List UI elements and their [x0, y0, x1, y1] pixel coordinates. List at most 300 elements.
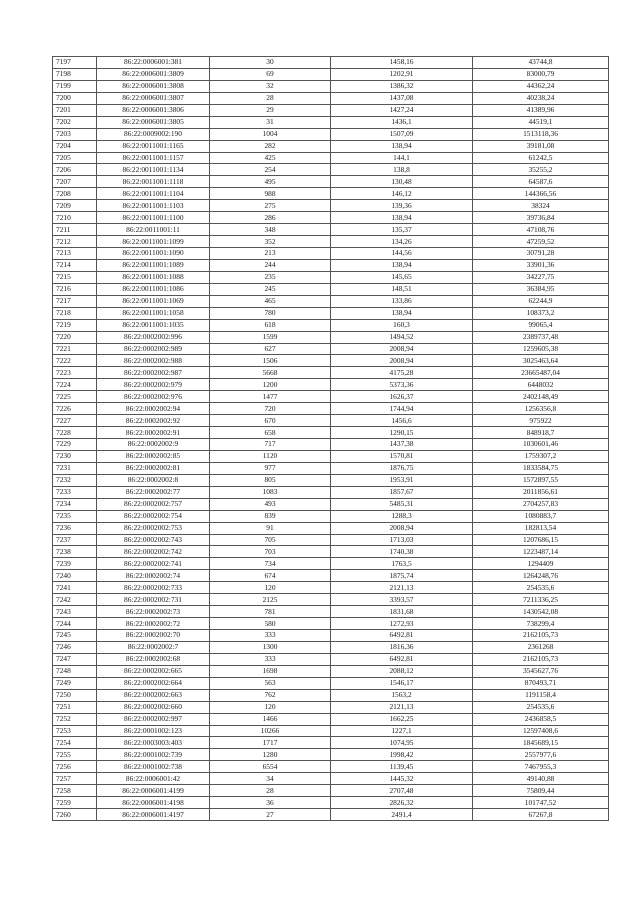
table-row — [53, 534, 609, 546]
row-number-cell: 7219 — [53, 319, 97, 331]
cadastral-number-cell: 86:22:0006001:3807 — [97, 92, 210, 104]
row-number-cell: 7198 — [53, 68, 97, 80]
unit-value-cell: 1626,37 — [331, 391, 473, 403]
row-number-cell: 7237 — [53, 534, 97, 546]
area-cell: 333 — [210, 653, 331, 665]
unit-value-cell: 1494,52 — [331, 331, 473, 343]
unit-value-cell: 1436,1 — [331, 116, 473, 128]
table-row — [53, 713, 609, 725]
unit-value-cell: 138,94 — [331, 259, 473, 271]
table-row — [53, 307, 609, 319]
table-row — [53, 236, 609, 248]
cadastral-number-cell: 86:22:0002002:68 — [97, 653, 210, 665]
area-cell: 1477 — [210, 391, 331, 403]
area-cell: 5668 — [210, 367, 331, 379]
area-cell: 580 — [210, 618, 331, 630]
cadastral-number-cell: 86:22:0002002:73 — [97, 606, 210, 618]
area-cell: 29 — [210, 104, 331, 116]
area-cell: 493 — [210, 498, 331, 510]
area-cell: 563 — [210, 677, 331, 689]
cadastral-value-cell: 1759307,2 — [473, 450, 609, 462]
cadastral-value-cell: 1080883,7 — [473, 510, 609, 522]
table-row — [53, 367, 609, 379]
row-number-cell: 7253 — [53, 725, 97, 737]
unit-value-cell: 1876,75 — [331, 462, 473, 474]
cadastral-value-cell: 43744,8 — [473, 57, 609, 69]
cadastral-number-cell: 86:22:0006001:381 — [97, 57, 210, 69]
cadastral-number-cell: 86:22:0011001:1104 — [97, 188, 210, 200]
unit-value-cell: 144,1 — [331, 152, 473, 164]
table-row — [53, 474, 609, 486]
unit-value-cell: 138,8 — [331, 164, 473, 176]
unit-value-cell: 1744,94 — [331, 403, 473, 415]
cadastral-value-cell: 1845689,15 — [473, 737, 609, 749]
cadastral-number-cell: 86:22:0002002:997 — [97, 713, 210, 725]
cadastral-number-cell: 86:22:0002002:988 — [97, 355, 210, 367]
cadastral-value-cell: 36384,95 — [473, 283, 609, 295]
unit-value-cell: 1546,17 — [331, 677, 473, 689]
table-row — [53, 725, 609, 737]
table-row — [53, 618, 609, 630]
unit-value-cell: 5485,31 — [331, 498, 473, 510]
area-cell: 1120 — [210, 450, 331, 462]
row-number-cell: 7252 — [53, 713, 97, 725]
unit-value-cell: 1445,32 — [331, 773, 473, 785]
table-row — [53, 224, 609, 236]
row-number-cell: 7231 — [53, 462, 97, 474]
cadastral-value-cell: 64587,6 — [473, 176, 609, 188]
cadastral-number-cell: 86:22:0011001:1165 — [97, 140, 210, 152]
row-number-cell: 7235 — [53, 510, 97, 522]
unit-value-cell: 4175,28 — [331, 367, 473, 379]
row-number-cell: 7203 — [53, 128, 97, 140]
table-row — [53, 212, 609, 224]
unit-value-cell: 1998,42 — [331, 749, 473, 761]
row-number-cell: 7204 — [53, 140, 97, 152]
cadastral-number-cell: 86:22:0006001:4197 — [97, 809, 210, 821]
table-row — [53, 379, 609, 391]
cadastral-number-cell: 86:22:0011001:1134 — [97, 164, 210, 176]
cadastral-number-cell: 86:22:0002002:979 — [97, 379, 210, 391]
cadastral-value-table — [52, 56, 609, 821]
unit-value-cell: 2008,94 — [331, 522, 473, 534]
area-cell: 348 — [210, 224, 331, 236]
row-number-cell: 7254 — [53, 737, 97, 749]
cadastral-number-cell: 86:22:0011001:1069 — [97, 295, 210, 307]
cadastral-number-cell: 86:22:0011001:1089 — [97, 259, 210, 271]
cadastral-number-cell: 86:22:0002002:741 — [97, 558, 210, 570]
unit-value-cell: 1437,38 — [331, 439, 473, 451]
cadastral-value-cell: 41389,96 — [473, 104, 609, 116]
cadastral-value-cell: 67267,8 — [473, 809, 609, 821]
cadastral-value-cell: 2436858,5 — [473, 713, 609, 725]
row-number-cell: 7212 — [53, 236, 97, 248]
row-number-cell: 7236 — [53, 522, 97, 534]
row-number-cell: 7221 — [53, 343, 97, 355]
cadastral-number-cell: 86:22:0011001:11 — [97, 224, 210, 236]
table-row — [53, 176, 609, 188]
cadastral-value-cell: 2389737,48 — [473, 331, 609, 343]
cadastral-value-cell: 738299,4 — [473, 618, 609, 630]
table-row — [53, 68, 609, 80]
area-cell: 781 — [210, 606, 331, 618]
unit-value-cell: 138,94 — [331, 140, 473, 152]
area-cell: 10266 — [210, 725, 331, 737]
row-number-cell: 7241 — [53, 582, 97, 594]
area-cell: 275 — [210, 200, 331, 212]
table-row — [53, 606, 609, 618]
row-number-cell: 7220 — [53, 331, 97, 343]
table-row — [53, 594, 609, 606]
row-number-cell: 7224 — [53, 379, 97, 391]
area-cell: 1599 — [210, 331, 331, 343]
cadastral-number-cell: 86:22:0011001:1100 — [97, 212, 210, 224]
unit-value-cell: 2088,12 — [331, 665, 473, 677]
unit-value-cell: 1288,3 — [331, 510, 473, 522]
area-cell: 91 — [210, 522, 331, 534]
table-row — [53, 737, 609, 749]
area-cell: 30 — [210, 57, 331, 69]
cadastral-number-cell: 86:22:0002002:7 — [97, 641, 210, 653]
row-number-cell: 7222 — [53, 355, 97, 367]
area-cell: 734 — [210, 558, 331, 570]
cadastral-value-cell: 23665487,04 — [473, 367, 609, 379]
row-number-cell: 7251 — [53, 701, 97, 713]
row-number-cell: 7243 — [53, 606, 97, 618]
cadastral-value-cell: 101747,52 — [473, 797, 609, 809]
cadastral-number-cell: 86:22:0002002:92 — [97, 415, 210, 427]
row-number-cell: 7240 — [53, 570, 97, 582]
cadastral-number-cell: 86:22:0006001:42 — [97, 773, 210, 785]
cadastral-value-cell: 75809,44 — [473, 785, 609, 797]
cadastral-number-cell: 86:22:0002002:989 — [97, 343, 210, 355]
unit-value-cell: 134,26 — [331, 236, 473, 248]
cadastral-number-cell: 86:22:0002002:663 — [97, 689, 210, 701]
unit-value-cell: 1953,91 — [331, 474, 473, 486]
area-cell: 34 — [210, 773, 331, 785]
row-number-cell: 7223 — [53, 367, 97, 379]
table-row — [53, 439, 609, 451]
cadastral-value-cell: 7211336,25 — [473, 594, 609, 606]
cadastral-value-cell: 38324 — [473, 200, 609, 212]
cadastral-value-cell: 1513118,36 — [473, 128, 609, 140]
cadastral-value-cell: 40238,24 — [473, 92, 609, 104]
unit-value-cell: 1437,08 — [331, 92, 473, 104]
unit-value-cell: 1563,2 — [331, 689, 473, 701]
area-cell: 69 — [210, 68, 331, 80]
area-cell: 27 — [210, 809, 331, 821]
cadastral-value-cell: 49140,88 — [473, 773, 609, 785]
cadastral-number-cell: 86:22:0002002:757 — [97, 498, 210, 510]
table-row — [53, 140, 609, 152]
cadastral-value-cell: 34227,75 — [473, 271, 609, 283]
cadastral-number-cell: 86:22:0002002:9 — [97, 439, 210, 451]
table-row — [53, 665, 609, 677]
row-number-cell: 7216 — [53, 283, 97, 295]
row-number-cell: 7227 — [53, 415, 97, 427]
cadastral-value-cell: 1294409 — [473, 558, 609, 570]
area-cell: 977 — [210, 462, 331, 474]
cadastral-number-cell: 86:22:0006001:3805 — [97, 116, 210, 128]
unit-value-cell: 5373,36 — [331, 379, 473, 391]
table-row — [53, 486, 609, 498]
table-row — [53, 164, 609, 176]
table-row — [53, 498, 609, 510]
table-row — [53, 797, 609, 809]
cadastral-value-cell: 108373,2 — [473, 307, 609, 319]
cadastral-value-cell: 47259,52 — [473, 236, 609, 248]
unit-value-cell: 145,65 — [331, 271, 473, 283]
cadastral-number-cell: 86:22:0002002:996 — [97, 331, 210, 343]
unit-value-cell: 1227,1 — [331, 725, 473, 737]
cadastral-number-cell: 86:22:0002002:733 — [97, 582, 210, 594]
cadastral-number-cell: 86:22:0011001:1099 — [97, 236, 210, 248]
area-cell: 618 — [210, 319, 331, 331]
area-cell: 1717 — [210, 737, 331, 749]
unit-value-cell: 1202,91 — [331, 68, 473, 80]
cadastral-value-cell: 1264248,76 — [473, 570, 609, 582]
table-row — [53, 331, 609, 343]
table-row — [53, 546, 609, 558]
cadastral-value-cell: 2162105,73 — [473, 630, 609, 642]
cadastral-value-cell: 39736,84 — [473, 212, 609, 224]
row-number-cell: 7210 — [53, 212, 97, 224]
cadastral-value-cell: 870493,71 — [473, 677, 609, 689]
row-number-cell: 7257 — [53, 773, 97, 785]
area-cell: 31 — [210, 116, 331, 128]
area-cell: 120 — [210, 701, 331, 713]
table-row — [53, 128, 609, 140]
row-number-cell: 7197 — [53, 57, 97, 69]
area-cell: 674 — [210, 570, 331, 582]
cadastral-value-cell: 1572897,55 — [473, 474, 609, 486]
area-cell: 1200 — [210, 379, 331, 391]
unit-value-cell: 139,36 — [331, 200, 473, 212]
cadastral-number-cell: 86:22:0002002:731 — [97, 594, 210, 606]
cadastral-number-cell: 86:22:0002002:987 — [97, 367, 210, 379]
row-number-cell: 7214 — [53, 259, 97, 271]
row-number-cell: 7248 — [53, 665, 97, 677]
cadastral-value-cell: 99065,4 — [473, 319, 609, 331]
area-cell: 1300 — [210, 641, 331, 653]
row-number-cell: 7199 — [53, 80, 97, 92]
area-cell: 1280 — [210, 749, 331, 761]
cadastral-value-cell: 1223487,14 — [473, 546, 609, 558]
row-number-cell: 7245 — [53, 630, 97, 642]
unit-value-cell: 2008,94 — [331, 343, 473, 355]
table-row — [53, 677, 609, 689]
row-number-cell: 7242 — [53, 594, 97, 606]
table-row — [53, 558, 609, 570]
row-number-cell: 7244 — [53, 618, 97, 630]
unit-value-cell: 1427,24 — [331, 104, 473, 116]
unit-value-cell: 1074,95 — [331, 737, 473, 749]
cadastral-value-cell: 83000,79 — [473, 68, 609, 80]
cadastral-number-cell: 86:22:0002002:660 — [97, 701, 210, 713]
cadastral-value-cell: 254535,6 — [473, 582, 609, 594]
row-number-cell: 7260 — [53, 809, 97, 821]
cadastral-number-cell: 86:22:0002002:753 — [97, 522, 210, 534]
table-row — [53, 200, 609, 212]
cadastral-value-cell: 12597408,6 — [473, 725, 609, 737]
table-row — [53, 92, 609, 104]
unit-value-cell: 1456,6 — [331, 415, 473, 427]
row-number-cell: 7206 — [53, 164, 97, 176]
area-cell: 703 — [210, 546, 331, 558]
area-cell: 495 — [210, 176, 331, 188]
cadastral-number-cell: 86:22:0001002:738 — [97, 761, 210, 773]
area-cell: 839 — [210, 510, 331, 522]
area-cell: 1466 — [210, 713, 331, 725]
area-cell: 213 — [210, 248, 331, 260]
area-cell: 2125 — [210, 594, 331, 606]
row-number-cell: 7229 — [53, 439, 97, 451]
cadastral-value-cell: 182813,54 — [473, 522, 609, 534]
row-number-cell: 7256 — [53, 761, 97, 773]
cadastral-number-cell: 86:22:0002002:70 — [97, 630, 210, 642]
cadastral-value-cell: 1256356,8 — [473, 403, 609, 415]
row-number-cell: 7258 — [53, 785, 97, 797]
unit-value-cell: 2008,94 — [331, 355, 473, 367]
cadastral-number-cell: 86:22:0006001:4199 — [97, 785, 210, 797]
table-row — [53, 391, 609, 403]
cadastral-value-cell: 2162105,73 — [473, 653, 609, 665]
row-number-cell: 7217 — [53, 295, 97, 307]
table-row — [53, 355, 609, 367]
table-row — [53, 415, 609, 427]
row-number-cell: 7213 — [53, 248, 97, 260]
table-row — [53, 259, 609, 271]
row-number-cell: 7238 — [53, 546, 97, 558]
table-row — [53, 689, 609, 701]
cadastral-number-cell: 86:22:0011001:1103 — [97, 200, 210, 212]
row-number-cell: 7202 — [53, 116, 97, 128]
cadastral-number-cell: 86:22:0011001:1035 — [97, 319, 210, 331]
table-row — [53, 749, 609, 761]
cadastral-number-cell: 86:22:0002002:743 — [97, 534, 210, 546]
table-row — [53, 641, 609, 653]
unit-value-cell: 1816,36 — [331, 641, 473, 653]
table-row — [53, 630, 609, 642]
cadastral-value-cell: 2704257,83 — [473, 498, 609, 510]
area-cell: 720 — [210, 403, 331, 415]
table-row — [53, 462, 609, 474]
unit-value-cell: 1507,09 — [331, 128, 473, 140]
unit-value-cell: 160,3 — [331, 319, 473, 331]
row-number-cell: 7211 — [53, 224, 97, 236]
row-number-cell: 7215 — [53, 271, 97, 283]
cadastral-number-cell: 86:22:0002002:742 — [97, 546, 210, 558]
row-number-cell: 7230 — [53, 450, 97, 462]
table-row — [53, 450, 609, 462]
unit-value-cell: 144,56 — [331, 248, 473, 260]
row-number-cell: 7247 — [53, 653, 97, 665]
row-number-cell: 7201 — [53, 104, 97, 116]
unit-value-cell: 2826,32 — [331, 797, 473, 809]
cadastral-value-cell: 2557977,6 — [473, 749, 609, 761]
cadastral-number-cell: 86:22:0006001:3808 — [97, 80, 210, 92]
table-row — [53, 522, 609, 534]
unit-value-cell: 1570,81 — [331, 450, 473, 462]
cadastral-number-cell: 86:22:0006001:4198 — [97, 797, 210, 809]
unit-value-cell: 138,94 — [331, 307, 473, 319]
area-cell: 988 — [210, 188, 331, 200]
unit-value-cell: 2707,48 — [331, 785, 473, 797]
cadastral-number-cell: 86:22:0002002:85 — [97, 450, 210, 462]
cadastral-number-cell: 86:22:0001002:739 — [97, 749, 210, 761]
cadastral-number-cell: 86:22:0002002:94 — [97, 403, 210, 415]
table-row — [53, 809, 609, 821]
row-number-cell: 7200 — [53, 92, 97, 104]
table-row — [53, 271, 609, 283]
cadastral-number-cell: 86:22:0002002:664 — [97, 677, 210, 689]
unit-value-cell: 1272,93 — [331, 618, 473, 630]
cadastral-value-cell: 44519,1 — [473, 116, 609, 128]
unit-value-cell: 138,94 — [331, 212, 473, 224]
area-cell: 627 — [210, 343, 331, 355]
unit-value-cell: 2491,4 — [331, 809, 473, 821]
area-cell: 36 — [210, 797, 331, 809]
area-cell: 282 — [210, 140, 331, 152]
cadastral-value-cell: 254535,6 — [473, 701, 609, 713]
table-row — [53, 188, 609, 200]
area-cell: 28 — [210, 92, 331, 104]
row-number-cell: 7255 — [53, 749, 97, 761]
cadastral-number-cell: 86:22:0002002:8 — [97, 474, 210, 486]
table-row — [53, 248, 609, 260]
table-row — [53, 80, 609, 92]
table-row — [53, 152, 609, 164]
cadastral-number-cell: 86:22:0002002:77 — [97, 486, 210, 498]
cadastral-number-cell: 86:22:0011001:1090 — [97, 248, 210, 260]
table-body — [53, 57, 609, 821]
cadastral-value-cell: 1430542,08 — [473, 606, 609, 618]
cadastral-value-cell: 1833584,75 — [473, 462, 609, 474]
cadastral-value-cell: 30791,28 — [473, 248, 609, 260]
cadastral-number-cell: 86:22:0011001:1157 — [97, 152, 210, 164]
table-row — [53, 701, 609, 713]
area-cell: 235 — [210, 271, 331, 283]
cadastral-value-cell: 848918,7 — [473, 427, 609, 439]
table-row — [53, 104, 609, 116]
area-cell: 333 — [210, 630, 331, 642]
cadastral-number-cell: 86:22:0002002:91 — [97, 427, 210, 439]
table-row — [53, 295, 609, 307]
cadastral-value-cell: 1207686,15 — [473, 534, 609, 546]
row-number-cell: 7249 — [53, 677, 97, 689]
unit-value-cell: 1857,67 — [331, 486, 473, 498]
unit-value-cell: 1458,16 — [331, 57, 473, 69]
unit-value-cell: 148,51 — [331, 283, 473, 295]
cadastral-number-cell: 86:22:0002002:74 — [97, 570, 210, 582]
area-cell: 352 — [210, 236, 331, 248]
area-cell: 670 — [210, 415, 331, 427]
unit-value-cell: 146,12 — [331, 188, 473, 200]
row-number-cell: 7250 — [53, 689, 97, 701]
table-row — [53, 785, 609, 797]
cadastral-value-cell: 975922 — [473, 415, 609, 427]
cadastral-value-cell: 33901,36 — [473, 259, 609, 271]
table-row — [53, 582, 609, 594]
cadastral-value-cell: 3545627,76 — [473, 665, 609, 677]
row-number-cell: 7246 — [53, 641, 97, 653]
unit-value-cell: 1139,45 — [331, 761, 473, 773]
row-number-cell: 7218 — [53, 307, 97, 319]
cadastral-value-cell: 44362,24 — [473, 80, 609, 92]
unit-value-cell: 1740,38 — [331, 546, 473, 558]
row-number-cell: 7232 — [53, 474, 97, 486]
cadastral-value-cell: 39181,08 — [473, 140, 609, 152]
